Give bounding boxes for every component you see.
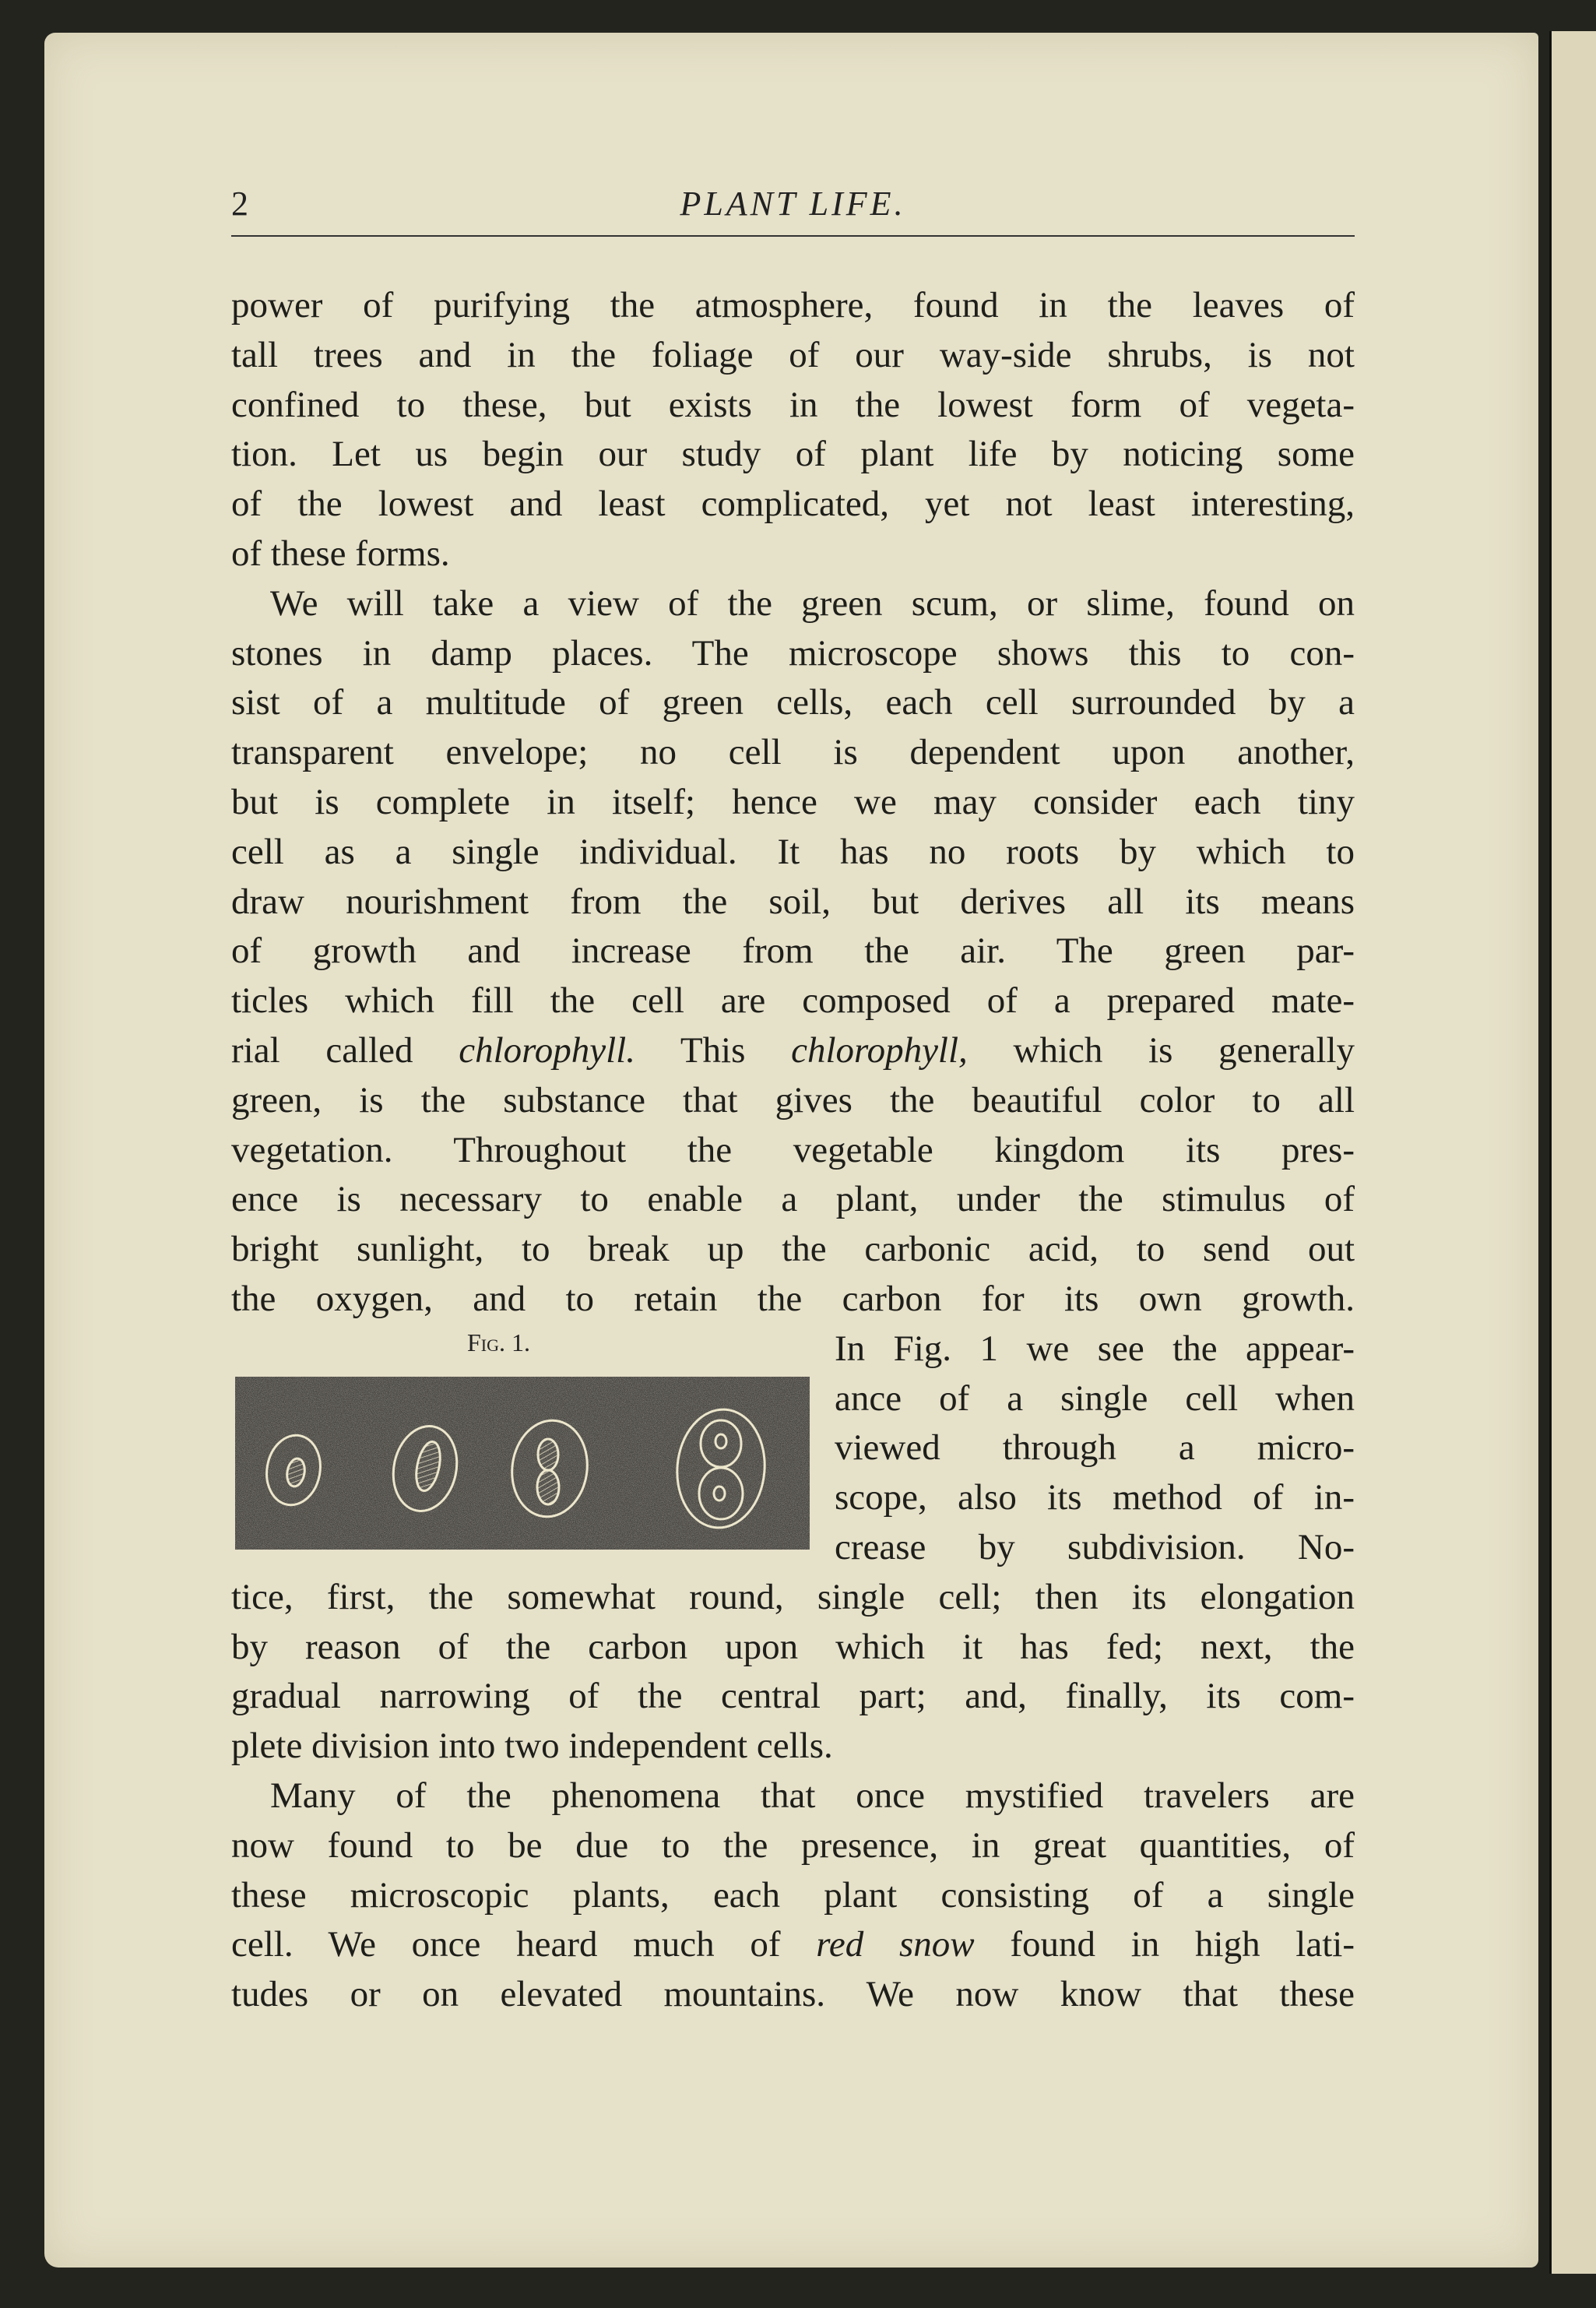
text-segment: plete division into two independent cells. [231,1726,833,1767]
text-line [231,1872,1355,1919]
text-segment: We will take a view of the green scum, or slime, found on [270,582,1355,624]
text-segment: which is generally [967,1030,1355,1071]
text-segment: of the lowest and least complicated, yet not least interesting, [231,484,1355,525]
page-number: 2 [231,185,248,223]
header-rule [231,235,1355,237]
text-line [231,1127,1355,1173]
text-line [231,1624,1355,1670]
text-line [231,1921,1355,1968]
text-line [231,829,1355,875]
text-line [231,530,1355,577]
text-segment: In Fig. 1 we see the appear- [835,1328,1355,1369]
text-segment: of growth and increase from the air. The green par- [231,931,1355,972]
text-segment: rial called [231,1030,459,1071]
italic-term: chlorophyll. [459,1030,635,1071]
text-segment: viewed through a micro- [835,1427,1355,1469]
text-segment: cell. We once heard much of [231,1924,817,1965]
text-line [231,1574,1355,1620]
text-segment: green, is the substance that gives the beautiful color to all [231,1079,1355,1121]
text-segment: transparent envelope; no cell is dependent upon another, [231,732,1355,773]
text-line [231,382,1355,428]
text-segment: draw nourishment from the soil, but derives all its means [231,881,1355,922]
text-segment: stones in damp places. The microscope shows this to con- [231,632,1355,674]
text-segment: the oxygen, and to retain the carbon for its own growth. [231,1279,1355,1319]
text-segment: but is complete in itself; hence we may consider each tiny [231,782,1355,822]
text-line [231,729,1355,776]
text-segment: gradual narrowing of the central part; and, finally, its com- [231,1676,1355,1717]
text-line [270,580,1355,627]
text-segment: tudes or on elevated mountains. We now know that these [231,1974,1355,2015]
text-segment: Many of the phenomena that once mystified travelers are [270,1775,1355,1816]
text-line [231,630,1355,677]
text-segment: these microscopic plants, each plant consisting of a single [231,1874,1355,1916]
text-line [231,1077,1355,1124]
text-segment: scope, also its method of in- [835,1477,1355,1518]
text-line [231,927,1355,974]
text-line [231,480,1355,527]
text-line [231,282,1355,329]
text-segment: sist of a multitude of green cells, each cell surrounded by a [231,682,1355,723]
text-segment: by reason of the carbon upon which it has fed; next, the [231,1626,1355,1667]
italic-term: red snow [816,1924,975,1965]
text-segment: This [635,1030,792,1071]
text-segment: tice, first, the somewhat round, single cell; then its elongation [231,1576,1355,1617]
italic-term: chlorophyll, [791,1030,968,1071]
text-segment: now found to be due to the presence, in great quantities, of [231,1824,1355,1866]
text-line [231,1722,1355,1769]
text-line [231,1226,1355,1272]
text-line [231,332,1355,378]
figure-1-cell-division-illustration [235,1377,810,1550]
text-segment: crease by subdivision. No- [835,1527,1355,1567]
text-segment: cell as a single individual. It has no roots by which to [231,831,1355,872]
text-segment: of these forms. [231,533,450,574]
text-segment: confined to these, but exists in the lowest form of vegeta- [231,384,1355,425]
text-segment: power of purifying the atmosphere, found in the leaves of [231,285,1355,325]
text-segment: tion. Let us begin our study of plant life by noticing some [231,434,1355,475]
text-line [231,1176,1355,1223]
text-line [231,1673,1355,1719]
figure-label: Fig. 1. [467,1328,531,1356]
text-line [231,1275,1355,1322]
text-line [835,1375,1355,1422]
text-segment: ance of a single cell when [835,1377,1355,1419]
running-title: PLANT LIFE. [680,185,906,223]
text-line [270,1772,1355,1819]
text-line [231,679,1355,726]
text-segment: vegetation. Throughout the vegetable kingdom its pres- [231,1129,1355,1170]
text-line [231,1822,1355,1869]
text-line [231,878,1355,925]
text-line [835,1424,1355,1471]
text-segment: ticles which fill the cell are composed of a prepared mate- [231,980,1355,1022]
text-segment: bright sunlight, to break up the carbonic acid, to send out [231,1229,1355,1270]
text-line [835,1325,1355,1372]
page-header [231,184,1355,223]
next-page-edge [1549,31,1596,2274]
text-segment: tall trees and in the foliage of our way-side shrubs, is not [231,334,1355,375]
text-line [231,779,1355,825]
text-line [835,1524,1355,1571]
text-line [231,977,1355,1024]
text-segment: found in high lati- [974,1924,1355,1965]
text-segment: ence is necessary to enable a plant, under the stimulus of [231,1179,1355,1220]
text-line [835,1474,1355,1521]
text-line [231,1971,1355,2018]
text-line [231,431,1355,477]
text-line [231,1027,1355,1074]
